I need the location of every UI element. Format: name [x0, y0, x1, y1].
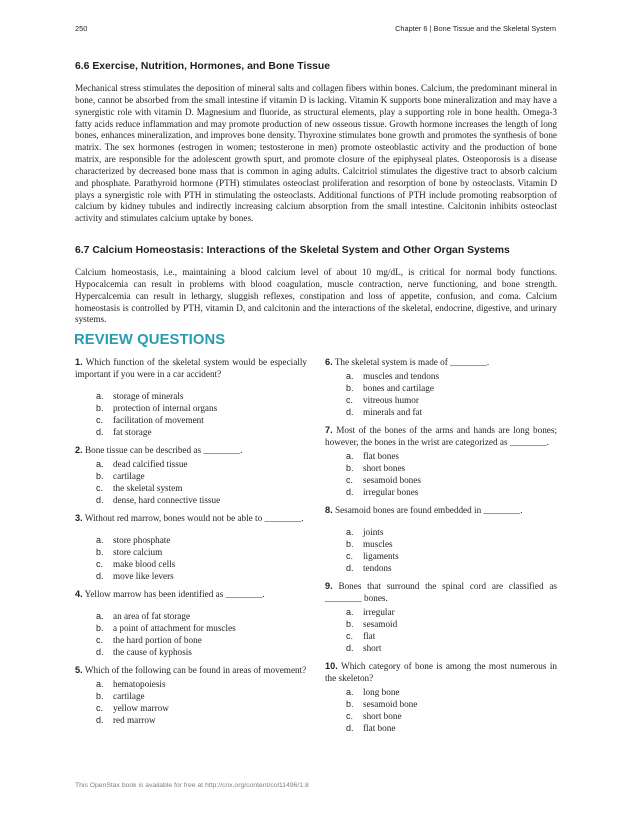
- question: [75, 664, 307, 726]
- answer-option: [75, 470, 307, 482]
- option-letter: c.: [346, 711, 354, 721]
- answer-option: [325, 450, 557, 462]
- question-text: Which of the following can be found in areas of movement?: [84, 665, 307, 675]
- option-letter: b.: [96, 691, 104, 701]
- option-text: yellow marrow: [113, 703, 169, 713]
- answer-option: [75, 714, 307, 726]
- answer-option: [75, 702, 307, 714]
- option-letter: d.: [96, 715, 104, 725]
- footer-note: This OpenStax book is available for free at http://cnx.org/content/col11496/1.8: [75, 782, 309, 789]
- answer-option: [75, 494, 307, 506]
- option-letter: a.: [346, 451, 354, 461]
- question-number: 4.: [75, 589, 83, 599]
- question-number: 2.: [75, 445, 83, 455]
- question: [325, 580, 557, 654]
- option-letter: d.: [346, 407, 354, 417]
- option-text: cartilage: [113, 471, 145, 481]
- option-text: minerals and fat: [363, 407, 423, 417]
- answer-option: [325, 722, 557, 734]
- option-text: store phosphate: [113, 535, 171, 545]
- option-letter: a.: [96, 611, 104, 621]
- option-text: a point of attachment for muscles: [113, 623, 236, 633]
- option-list: [325, 606, 557, 654]
- option-text: muscles and tendons: [363, 371, 440, 381]
- option-letter: d.: [346, 723, 354, 733]
- answer-option: [325, 538, 557, 550]
- answer-option: [325, 686, 557, 698]
- answer-option: [325, 486, 557, 498]
- question: [325, 356, 557, 418]
- option-letter: a.: [346, 371, 354, 381]
- answer-option: [325, 642, 557, 654]
- question-number: 10.: [325, 661, 338, 671]
- option-text: joints: [363, 527, 384, 537]
- section-6-6-heading: 6.6 Exercise, Nutrition, Hormones, and Bone Tissue: [75, 61, 331, 72]
- question-text: Sesamoid bones are found embedded in ________.: [334, 505, 523, 515]
- option-text: short bones: [363, 463, 406, 473]
- question: [325, 660, 557, 734]
- option-text: the hard portion of bone: [113, 635, 202, 645]
- option-text: dead calcified tissue: [113, 459, 188, 469]
- question-text: Most of the bones of the arms and hands are long bones; however, the bones in the wrist are categorized as ________.: [325, 425, 557, 447]
- option-letter: c.: [96, 415, 104, 425]
- option-text: tendons: [363, 563, 392, 573]
- answer-option: [75, 426, 307, 438]
- question-number: 1.: [75, 357, 83, 367]
- questions-left-column: [75, 356, 307, 732]
- option-list: [325, 526, 557, 574]
- option-text: sesamoid: [363, 619, 398, 629]
- option-letter: c.: [96, 483, 104, 493]
- option-letter: c.: [346, 551, 354, 561]
- section-6-7-body: Calcium homeostasis, i.e., maintaining a blood calcium level of about 10 mg/dL, is critical for normal body functions. Hypocalcemia can result in problems with blood coagulation, muscle contraction, nerve functioning, and bone strength. Hypercalcemia can result in lethargy, sluggish reflexes, constipation and loss of appetite, confusion, and coma. Calcium homeostasis is controlled by PTH, vitamin D, and calcitonin and the interactions of the skeletal, endocrine, digestive, and urinary systems.: [75, 267, 557, 325]
- option-letter: d.: [346, 487, 354, 497]
- answer-option: [75, 678, 307, 690]
- option-text: ligaments: [363, 551, 399, 561]
- question-number: 9.: [325, 581, 333, 591]
- answer-option: [325, 370, 557, 382]
- question-number: 8.: [325, 505, 333, 515]
- option-letter: b.: [346, 539, 354, 549]
- option-text: dense, hard connective tissue: [113, 495, 221, 505]
- answer-option: [325, 562, 557, 574]
- option-text: flat: [363, 631, 376, 641]
- answer-option: [75, 390, 307, 402]
- answer-option: [325, 382, 557, 394]
- option-text: irregular: [363, 607, 395, 617]
- option-letter: a.: [96, 459, 104, 469]
- option-letter: c.: [96, 635, 104, 645]
- option-letter: b.: [96, 403, 104, 413]
- answer-option: [325, 630, 557, 642]
- question-number: 5.: [75, 665, 83, 675]
- option-text: protection of internal organs: [113, 403, 218, 413]
- question-number: 6.: [325, 357, 333, 367]
- answer-option: [75, 414, 307, 426]
- answer-option: [75, 558, 307, 570]
- answer-option: [325, 618, 557, 630]
- section-6-7-heading: 6.7 Calcium Homeostasis: Interactions of the Skeletal System and Other Organ Systems: [75, 245, 510, 256]
- option-text: fat storage: [113, 427, 152, 437]
- question-number: 7.: [325, 425, 333, 435]
- answer-option: [325, 394, 557, 406]
- option-letter: a.: [346, 687, 354, 697]
- option-letter: b.: [346, 619, 354, 629]
- option-text: cartilage: [113, 691, 145, 701]
- question: [75, 588, 307, 658]
- review-questions-title: REVIEW QUESTIONS: [74, 332, 226, 348]
- option-text: move like levers: [113, 571, 174, 581]
- answer-option: [325, 526, 557, 538]
- answer-option: [75, 622, 307, 634]
- question-text: Which function of the skeletal system would be especially important if you were in a car accident?: [75, 357, 307, 379]
- option-text: bones and cartilage: [363, 383, 434, 393]
- option-letter: d.: [96, 427, 104, 437]
- answer-option: [75, 610, 307, 622]
- option-text: flat bones: [363, 451, 399, 461]
- answer-option: [325, 462, 557, 474]
- option-text: irregular bones: [363, 487, 419, 497]
- option-text: long bone: [363, 687, 400, 697]
- answer-option: [75, 690, 307, 702]
- option-text: the cause of kyphosis: [113, 647, 192, 657]
- answer-option: [75, 534, 307, 546]
- question-text: Yellow marrow has been identified as ________.: [84, 589, 265, 599]
- option-text: vitreous humor: [363, 395, 419, 405]
- option-letter: a.: [96, 391, 104, 401]
- option-letter: a.: [96, 535, 104, 545]
- question-number: 3.: [75, 513, 83, 523]
- question-text: The skeletal system is made of ________.: [334, 357, 490, 367]
- option-text: sesamoid bones: [363, 475, 421, 485]
- answer-option: [75, 402, 307, 414]
- question: [325, 424, 557, 498]
- answer-option: [75, 482, 307, 494]
- answer-option: [75, 634, 307, 646]
- question-text: Bones that surround the spinal cord are classified as ________ bones.: [325, 581, 558, 603]
- answer-option: [75, 570, 307, 582]
- option-text: short bone: [363, 711, 402, 721]
- answer-option: [75, 646, 307, 658]
- option-list: [75, 534, 307, 582]
- option-letter: b.: [96, 471, 104, 481]
- answer-option: [325, 474, 557, 486]
- option-letter: d.: [96, 495, 104, 505]
- option-letter: d.: [96, 571, 104, 581]
- chapter-title: Chapter 6 | Bone Tissue and the Skeletal System: [395, 24, 556, 33]
- option-letter: b.: [96, 547, 104, 557]
- option-letter: b.: [346, 699, 354, 709]
- option-letter: c.: [346, 631, 354, 641]
- question: [75, 512, 307, 582]
- answer-option: [75, 546, 307, 558]
- option-letter: b.: [346, 383, 354, 393]
- question: [75, 444, 307, 506]
- option-letter: a.: [96, 679, 104, 689]
- option-text: storage of minerals: [113, 391, 184, 401]
- option-letter: c.: [346, 475, 354, 485]
- option-letter: c.: [96, 703, 104, 713]
- answer-option: [75, 458, 307, 470]
- option-list: [75, 678, 307, 726]
- option-text: the skeletal system: [113, 483, 183, 493]
- answer-option: [325, 550, 557, 562]
- option-letter: d.: [346, 563, 354, 573]
- option-letter: a.: [346, 527, 354, 537]
- option-list: [75, 458, 307, 506]
- option-text: store calcium: [113, 547, 163, 557]
- option-list: [75, 610, 307, 658]
- option-list: [325, 686, 557, 734]
- answer-option: [325, 606, 557, 618]
- option-text: short: [363, 643, 382, 653]
- answer-option: [325, 406, 557, 418]
- option-text: an area of fat storage: [113, 611, 191, 621]
- answer-option: [325, 698, 557, 710]
- option-text: hematopoiesis: [113, 679, 166, 689]
- option-list: [325, 450, 557, 498]
- question-text: Which category of bone is among the most numerous in the skeleton?: [325, 661, 557, 683]
- questions-right-column: [325, 356, 557, 740]
- option-letter: b.: [96, 623, 104, 633]
- option-text: red marrow: [113, 715, 156, 725]
- option-letter: d.: [96, 647, 104, 657]
- question-text: Without red marrow, bones would not be able to ________.: [84, 513, 304, 523]
- answer-option: [325, 710, 557, 722]
- option-letter: b.: [346, 463, 354, 473]
- option-list: [325, 370, 557, 418]
- question: [325, 504, 557, 574]
- option-letter: c.: [346, 395, 354, 405]
- option-text: sesamoid bone: [363, 699, 418, 709]
- section-6-6-body: Mechanical stress stimulates the deposition of mineral salts and collagen fibers within bones. Calcium, the predominant mineral in bone, cannot be absorbed from the small intestine if vitamin D is lacking. Vitamin K supports bone mineralization and may have a synergistic role with vitamin D. Magnesium and fluoride, as structural elements, play a supporting role in bone health. Omega-3 fatty acids reduce inflammation and may promote production of new osseous tissue. Growth hormone increases the length of long bones, enhances mineralization, and improves bone density. Thyroxine stimulates bone growth and promotes the synthesis of bone matrix. The sex hormones (estrogen in women; testosterone in men) promote osteoblastic activity and the production of bone matrix, are responsible for the adolescent growth spurt, and promote closure of the epiphyseal plates. Osteoporosis is a disease characterized by decreased bone mass that is common in aging adults. Calcitriol stimulates the digestive tract to absorb calcium and phosphate. Parathyroid hormone (PTH) stimulates osteoclast proliferation and resorption of bone by osteoclasts. Vitamin D plays a synergistic role with PTH in stimulating the osteoclasts. Additional functions of PTH include promoting reabsorption of calcium by kidney tubules and indirectly increasing calcium absorption from the small intestine. Calcitonin inhibits osteoclast activity and stimulates calcium uptake by bones.: [75, 83, 557, 224]
- option-text: facilitation of movement: [113, 415, 204, 425]
- option-letter: a.: [346, 607, 354, 617]
- option-text: flat bone: [363, 723, 396, 733]
- option-text: muscles: [363, 539, 393, 549]
- option-letter: d.: [346, 643, 354, 653]
- option-list: [75, 390, 307, 438]
- question-text: Bone tissue can be described as ________.: [84, 445, 243, 455]
- option-text: make blood cells: [113, 559, 176, 569]
- question: [75, 356, 307, 438]
- option-letter: c.: [96, 559, 104, 569]
- page-number: 250: [75, 24, 88, 33]
